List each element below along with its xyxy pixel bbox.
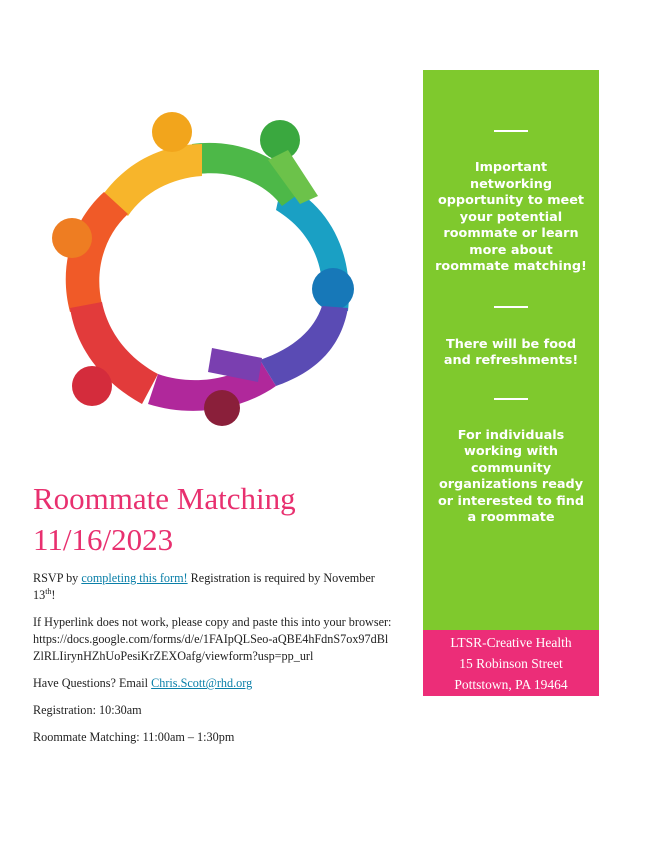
address-line3: Pottstown, PA 19464 — [454, 677, 568, 692]
questions-prefix: Have Questions? Email — [33, 676, 152, 690]
logo-head-blue — [312, 268, 354, 310]
questions-paragraph — [33, 675, 393, 692]
rsvp-paragraph — [33, 570, 393, 604]
rsvp-suffix-sup: th — [45, 586, 52, 596]
event-title-line1: Roommate Matching — [33, 481, 296, 516]
hyperlink-note — [33, 614, 393, 665]
event-details — [33, 570, 393, 756]
event-date: 11/16/2023 — [33, 522, 174, 557]
logo-arm-indigo — [208, 348, 262, 382]
logo-head-yellow — [152, 112, 192, 152]
rsvp-suffix: Registration is required by November 13 — [33, 571, 375, 602]
sidebar-food-text: There will be food and refreshments! — [443, 336, 579, 368]
logo-person-indigo — [260, 306, 348, 386]
event-title — [33, 478, 373, 560]
logo-head-orange — [52, 218, 92, 258]
matching-time: Roommate Matching: 11:00am – 1:30pm — [33, 730, 235, 744]
rsvp-suffix-end: ! — [51, 588, 56, 602]
people-circle-logo — [32, 86, 368, 434]
registration-time: Registration: 10:30am — [33, 703, 142, 717]
location-address — [423, 630, 599, 696]
sidebar-panel — [423, 70, 599, 630]
rsvp-form-link[interactable]: completing this form! — [81, 571, 188, 585]
logo-head-red — [72, 366, 112, 406]
rsvp-prefix: RSVP by — [33, 571, 82, 585]
sidebar-audience-text: For individuals working with community organizations ready or interested to find a roommate — [438, 427, 584, 525]
contact-email-link[interactable]: Chris.Scott@rhd.org — [151, 676, 253, 690]
form-url-text: https://docs.google.com/forms/d/e/1FAIpQLSeo-aQBE4hFdnS7ox97dBlZlRLIirynHZhUoPesiKrZEXOafg/viewform?usp=pp_url — [33, 632, 389, 663]
logo-head-purple — [204, 390, 240, 426]
address-line2: 15 Robinson Street — [459, 656, 563, 671]
hyperlink-note-text: If Hyperlink does not work, please copy and paste this into your browser: — [33, 615, 392, 629]
sidebar-networking-text: Important networking opportunity to meet your potential roommate or learn more about roommate matching! — [435, 160, 587, 274]
address-line1: LTSR-Creative Health — [450, 635, 572, 650]
